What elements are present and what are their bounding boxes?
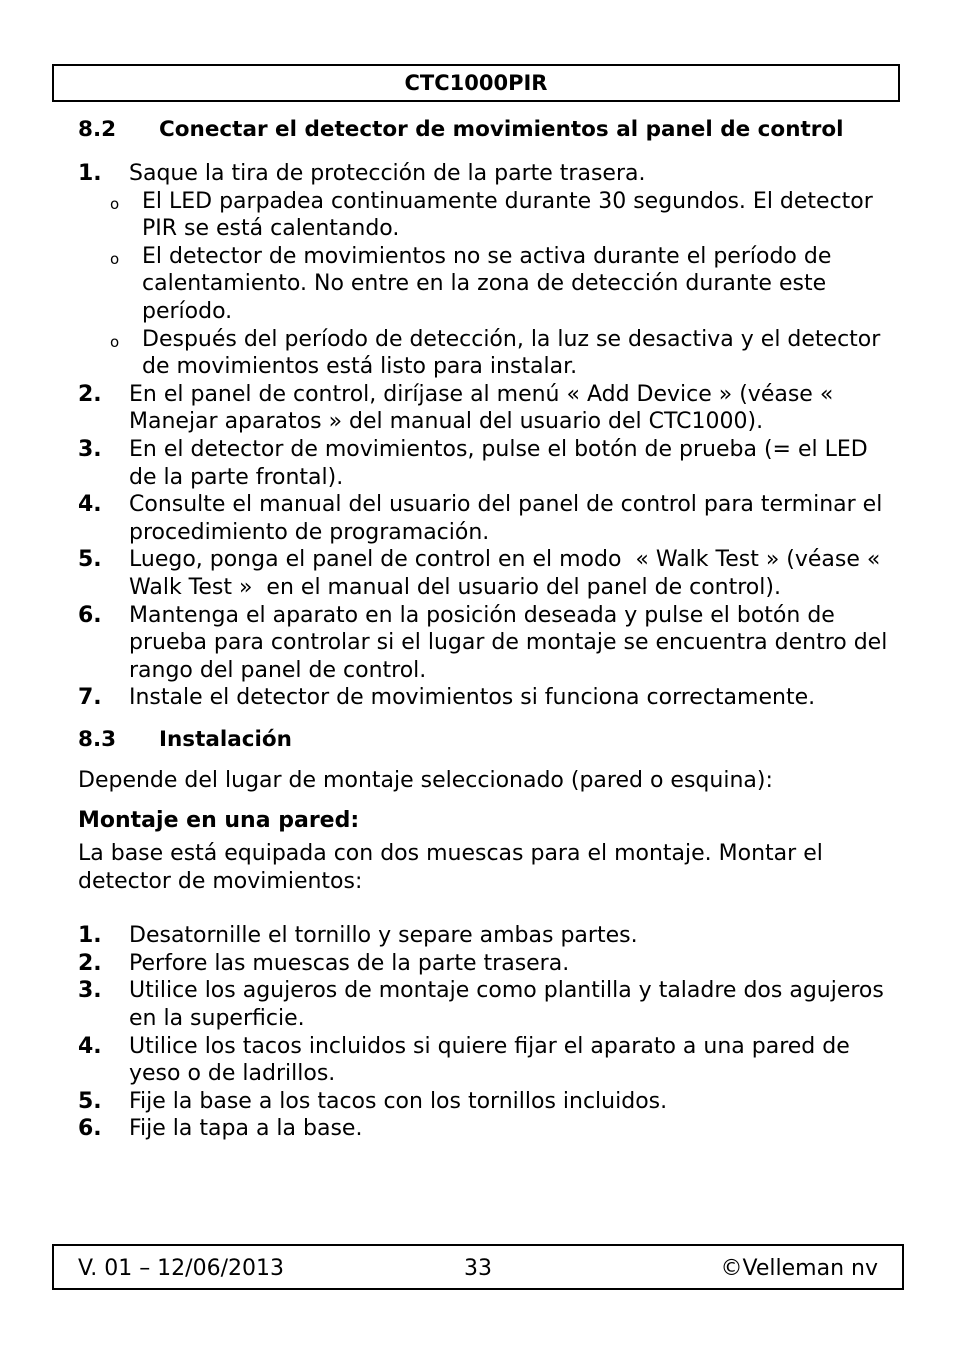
- list-item: [78, 160, 888, 381]
- step-text: Utilice los agujeros de montaje como plantilla y taladre dos agujeros en la superficie.: [129, 978, 884, 1032]
- bullet-icon: o: [110, 249, 120, 268]
- step-number: 4.: [78, 1033, 102, 1059]
- step-number: 6.: [78, 602, 102, 628]
- step-number: 6.: [78, 1116, 102, 1142]
- step-text: En el detector de movimientos, pulse el botón de prueba (= el LED de la parte frontal).: [129, 436, 868, 490]
- sub-list-item: [110, 326, 888, 381]
- list-item: [78, 684, 888, 712]
- list-item: [78, 436, 888, 491]
- list-item: [78, 491, 888, 546]
- page-content: [78, 114, 888, 1143]
- step-text: Luego, ponga el panel de control en el modo « Walk Test » (véase « Walk Test » en el manual del usuario del panel de control).: [129, 547, 888, 600]
- sub-list: [78, 188, 888, 381]
- version-label: V. 01 – 12/06/2013: [78, 1256, 284, 1281]
- list-item: [78, 1033, 888, 1088]
- step-text: Fije la base a los tacos con los tornillos incluidos.: [129, 1088, 668, 1114]
- page-number: 33: [464, 1256, 492, 1281]
- list-item: [78, 977, 888, 1032]
- section-title: Instalación: [159, 726, 292, 752]
- list-item: [78, 546, 888, 601]
- step-number: 3.: [78, 436, 102, 462]
- step-number: 1.: [78, 923, 102, 949]
- section-number: 8.2: [78, 117, 117, 142]
- product-title: CTC1000PIR: [404, 71, 548, 95]
- step-number: 5.: [78, 547, 102, 573]
- step-text: Utilice los tacos incluidos si quiere fijar el aparato a una pared de yeso o de ladrillos.: [129, 1033, 850, 1087]
- bullet-icon: o: [110, 194, 120, 213]
- document-header: [52, 64, 900, 102]
- step-number: 4.: [78, 492, 102, 518]
- list-item: [78, 1088, 888, 1116]
- list-item: [78, 922, 888, 950]
- step-number: 7.: [78, 685, 102, 711]
- sub-item-text: Después del período de detección, la luz se desactiva y el detector de movimientos está listo para instalar.: [142, 326, 881, 380]
- sub-list-item: [110, 188, 888, 243]
- section-number: 8.3: [78, 726, 117, 752]
- step-text: Mantenga el aparato en la posición deseada y pulse el botón de prueba para controlar si el lugar de montaje se encuentra dentro del rango del panel de control.: [129, 602, 888, 683]
- step-text: En el panel de control, diríjase al menú « Add Device » (véase « Manejar aparatos » del manual del usuario del CTC1000).: [129, 381, 834, 435]
- list-item: [78, 602, 888, 685]
- list-item: [78, 950, 888, 978]
- step-number: 5.: [78, 1088, 102, 1114]
- connect-steps-list: [78, 160, 888, 712]
- wall-mount-heading: Montaje en una pared:: [78, 808, 360, 834]
- step-text: Fije la tapa a la base.: [129, 1116, 363, 1142]
- section-heading-8-3: [78, 726, 888, 754]
- step-text: Perfore las muescas de la parte trasera.: [129, 950, 570, 976]
- list-item: [78, 381, 888, 436]
- wall-mount-intro: La base está equipada con dos muescas para el montaje. Montar el detector de movimientos:: [78, 841, 823, 894]
- mounting-steps-list: [78, 922, 888, 1143]
- sub-item-text: El detector de movimientos no se activa durante el período de calentamiento. No entre en la zona de detección durante este período.: [142, 243, 832, 324]
- step-text: Instale el detector de movimientos si funciona correctamente.: [129, 685, 816, 711]
- installation-intro: Depende del lugar de montaje seleccionado (pared o esquina):: [78, 767, 773, 793]
- step-text: Desatornille el tornillo y separe ambas partes.: [129, 923, 638, 949]
- bullet-icon: o: [110, 332, 120, 351]
- step-text: Saque la tira de protección de la parte trasera.: [129, 161, 646, 186]
- step-text: Consulte el manual del usuario del panel de control para terminar el procedimiento de programación.: [129, 492, 883, 545]
- section-title: Conectar el detector de movimientos al panel de control: [159, 117, 844, 142]
- section-heading-8-2: [78, 116, 888, 144]
- step-number: 2.: [78, 950, 102, 976]
- document-footer: [52, 1244, 904, 1290]
- list-item: [78, 1115, 888, 1143]
- step-number: 3.: [78, 978, 102, 1004]
- sub-item-text: El LED parpadea continuamente durante 30 segundos. El detector PIR se está calentando.: [142, 188, 873, 242]
- step-number: 1.: [78, 161, 102, 186]
- step-number: 2.: [78, 381, 102, 407]
- sub-list-item: [110, 243, 888, 326]
- copyright-label: ©Velleman nv: [720, 1256, 878, 1281]
